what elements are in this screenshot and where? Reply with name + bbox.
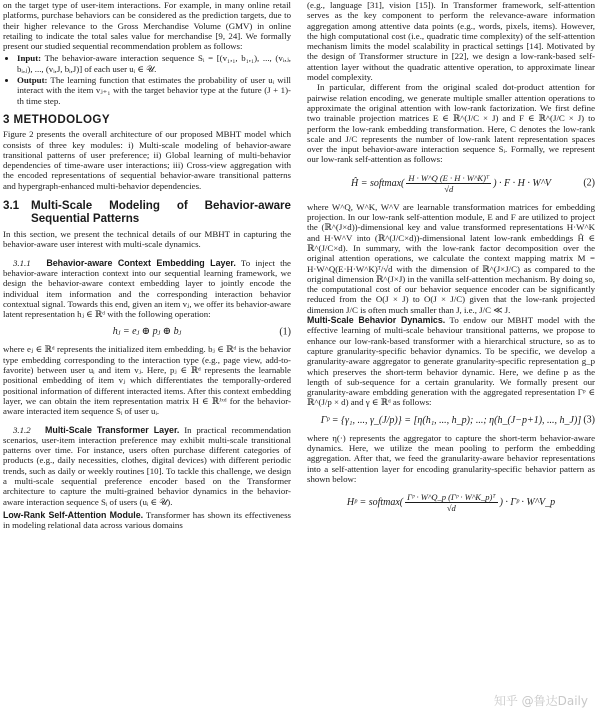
equation-lhs: Ĥ = softmax( bbox=[350, 177, 405, 189]
equation-lhs: Hᵖ = softmax( bbox=[346, 496, 404, 508]
runin-heading: Multi-Scale Behavior Dynamics. bbox=[307, 315, 446, 326]
equation-fraction bbox=[406, 173, 491, 194]
subsubsection-3-1-1 bbox=[3, 258, 291, 320]
list-item bbox=[17, 53, 291, 74]
equation-3 bbox=[307, 414, 595, 427]
subsubsection-number: 3.1.1 bbox=[13, 257, 31, 268]
fraction-numerator: Γᵖ · W^Q_p (Γᵖ · W^K_p)ᵀ bbox=[407, 492, 496, 503]
paragraph-body: To endow our MBHT model with the effective learning of multi-scale behaviour transitional patterns, we propose to enhance our low-rank-based transformer with a hierarchical structure, so as to capture granularity-specific behavior dynamics. To be specific, we develop a granularity-aware aggregator to generate granularity-specific representation g_p which preserves the short-term behavior dynamic. Here, we define p as the length of sub-sequence for a certain granularity. We formally present our granularity-aware embdding generation with the aggregated representation Γᵖ ∈ ℝ^(J/p × d) and γ ∈ ℝᵈ as follows: bbox=[307, 315, 595, 408]
subsection-number: 3.1 bbox=[3, 199, 20, 213]
low-rank-paragraph bbox=[3, 510, 291, 531]
equation-body: hⱼ = eⱼ ⊕ pⱼ ⊕ bⱼ bbox=[112, 326, 182, 338]
subsubsection-title: Multi-Scale Transformer Layer. bbox=[45, 424, 180, 435]
section-heading-methodology: 3 METHODOLOGY bbox=[3, 112, 110, 126]
subsubsection-number: 3.1.2 bbox=[13, 424, 31, 435]
equation-4 bbox=[307, 492, 595, 513]
fraction-denominator: √d bbox=[446, 503, 456, 514]
methodology-paragraph: Figure 2 presents the overall architecture of our proposed MBHT model which consists of three key modules: i) Multi-scale modeling of behavior-aware transitional patterns of user preference; ii) Global learning of multi-behavior dependencies of time-aware user interactions; iii) Cross-view aggregation with the encoded representations of sequential behavior-aware transitional patterns and hypergraph-enhanced multi-behavior dependencies. bbox=[3, 129, 291, 191]
watermark-logo: 知乎 @鲁达Daily bbox=[493, 694, 588, 708]
left-column bbox=[3, 0, 291, 530]
runin-heading: Low-Rank Self-Attention Module. bbox=[3, 509, 144, 520]
equation-rhs: ) · Γᵖ · W^V_p bbox=[499, 496, 556, 508]
problem-definition-list bbox=[3, 53, 291, 105]
bullet-term: Output: bbox=[17, 75, 48, 86]
low-rank-factorization-paragraph: In particular, different from the original scaled dot-product attention for pairwise relation encoding, we generate multiple smaller attention operations to approximate the original attention with low-rank factorization. We first define two trainable projection matrices E ∈ ℝ^(J/C × J) and F ∈ ℝ^(J/C × J) to perform the low-rank embedding transformation. Here, C denotes the low-rank scale and J/C represents the number of low-rank latent representation spaces over the input behavior-aware interaction sequence Sᵢ. Formally, we represent our low-rank self-attention as follows: bbox=[307, 82, 595, 165]
bullet-text: The learning function that estimates the probability of user uᵢ will interact with the item vⱼ₊₁ with the target behavior type at the future (J + 1)-th time step. bbox=[17, 75, 291, 106]
intro-paragraph: on the target type of user-item interactions. For example, in many online retail platforms, purchase behaviors can be considered as the prediction targets, due to their higher relevance to the Gross Merchandise Volume (GMV) in online retailing to indicate the total sales value for merchandise [9, 24]. We formally present our studied sequential recommendation problem as follows: bbox=[3, 0, 291, 52]
paragraph-body: In practical recommendation scenarios, user-item interaction preference may exhibit multi-scale transitional patterns over time. For instance, users often purchase different categories of products (e.g., daily necessities, clothes, digital devices) with different periodic trends, such as daily or weekly routines [10]. To tackle this challenge, we design a multi-scale sequential preference encoder based on the Transformer architecture to capture the multi-grained behavior dynamics in the behavior-aware interaction sequence Sᵢ of users (uᵢ ∈ 𝒰). bbox=[3, 424, 291, 507]
equation-2 bbox=[307, 173, 595, 194]
equation-number: (3) bbox=[583, 414, 595, 426]
subsubsection-title: Behavior-aware Context Embedding Layer. bbox=[46, 257, 236, 268]
bullet-term: Input: bbox=[17, 53, 42, 64]
equation-number: (1) bbox=[279, 326, 291, 338]
subsection-title: Multi-Scale Modeling of Behavior-aware Sequential Patterns bbox=[31, 199, 291, 226]
right-column bbox=[307, 0, 595, 521]
equation-rhs: ) · F · H · W^V bbox=[493, 177, 552, 189]
equation-fraction bbox=[405, 492, 497, 513]
bullet-text: The behavior-aware interaction sequence Sᵢ = [(v₁,₁, b₁,₁), ..., (vᵢ,ⱼ, bᵢ,ⱼ), ..., (vᵢ,J, bᵢ,J)] of each user uᵢ ∈ 𝒰. bbox=[17, 53, 291, 74]
fraction-numerator: H · W^Q (E · H · W^K)ᵀ bbox=[408, 172, 490, 183]
fraction-denominator: √d bbox=[444, 183, 454, 194]
equation-1 bbox=[3, 325, 291, 338]
subsection-intro: In this section, we present the technical details of our MBHT in capturing the behavior-aware user interest with multi-scale dynamics. bbox=[3, 229, 291, 250]
embedding-explanation-paragraph: where eⱼ ∈ ℝᵈ represents the initialized item embedding. bⱼ ∈ ℝᵈ is the behavior type embedding corresponding to the interaction type (e.g., page view, add-to-favorite) between user uᵢ and item vⱼ. Here, pⱼ ∈ ℝᵈ represents the learnable positional embedding of item vⱼ which differentiates the temporally-ordered positional information of different interacted items. After this context embedding layer, we can obtain the item representation matrix H ∈ ℝᴶˣᵈ for the behavior-aware interacted item sequence Sᵢ of user uᵢ. bbox=[3, 344, 291, 417]
equation-body: Γᵖ = {γ₁, ..., γ_(J/p)} = [η(h₁, ..., h_p); ...; η(h_(J−p+1), ..., h_J)] bbox=[320, 414, 582, 426]
subsubsection-3-1-2 bbox=[3, 425, 291, 507]
projection-explanation-paragraph: where W^Q, W^K, W^V are learnable transformation matrices for embedding projection. In our low-rank self-attention module, E and F are utilized to project the (ℝ^(J×d))-dimensional key and value transformed representations H·W^K and H·W^V into (ℝ^(J/C×d))-dimensional latent low-rank embeddings Ĥ ∈ ℝ^(J/C×d). In summary, with the low-rank factor decomposition over the original attention operations, we calculate the context mapping matrix M = H·W^Q(E·H·W^K)ᵀ/√d with the dimension of ℝ^(J×J/C) as compared to the original dimension ℝ^(J×J) in the vanilla self-attention mechanism. By doing so, the computational cost of our behavior sequence encoder can be significantly reduced from the O(J × J) to O(J × J/C) given that the low-rank projected dimension J/C is often much smaller than J, i.e., J/C ≪ J. bbox=[307, 201, 595, 315]
equation-body bbox=[351, 173, 551, 194]
list-item bbox=[17, 75, 291, 106]
equation-number: (2) bbox=[583, 177, 595, 189]
paragraph-body: To inject the behavior-aware interaction context into our sequential learning framework, we design the behavior-aware context embedding layer to jointly encode the individual item information and the corresponding interaction behavior contextual signal. Towards this end, given an item vⱼ, we offer its behavior-aware latent representation hⱼ ∈ ℝᵈ with the following operation: bbox=[3, 257, 291, 320]
paragraph-body: Transformer has shown its effectiveness in modeling relational data across various domains bbox=[3, 509, 291, 531]
transformer-paragraph: (e.g., language [31], vision [15]). In Transformer framework, self-attention serves as the key component to perform the relevance-aware information aggregation among attentive data points (e.g., words, pixels, items). However, the high computational cost (i.e., quadratic time complexity) of the self-attention mechanism limits the model scalability in practical settings [14]. Motivated by the design of Transformer structure in [22], we design a low-rank-based self-attention layer without the quadratic attentive operation, to approximate linear model complexity. bbox=[307, 0, 595, 83]
aggregator-paragraph: where η(·) represents the aggregator to capture the short-term behavior-aware dynamics. Here, we utilize the mean pooling to perform the embedding aggregation. After that, we feed the granularity-aware behavior representations into a self-attention layer for encoding granularity-specific behavior pattern as shown below: bbox=[307, 432, 595, 484]
subsection-heading-3-1 bbox=[3, 199, 291, 225]
multi-scale-dynamics-paragraph bbox=[307, 315, 595, 408]
equation-body bbox=[347, 492, 555, 513]
